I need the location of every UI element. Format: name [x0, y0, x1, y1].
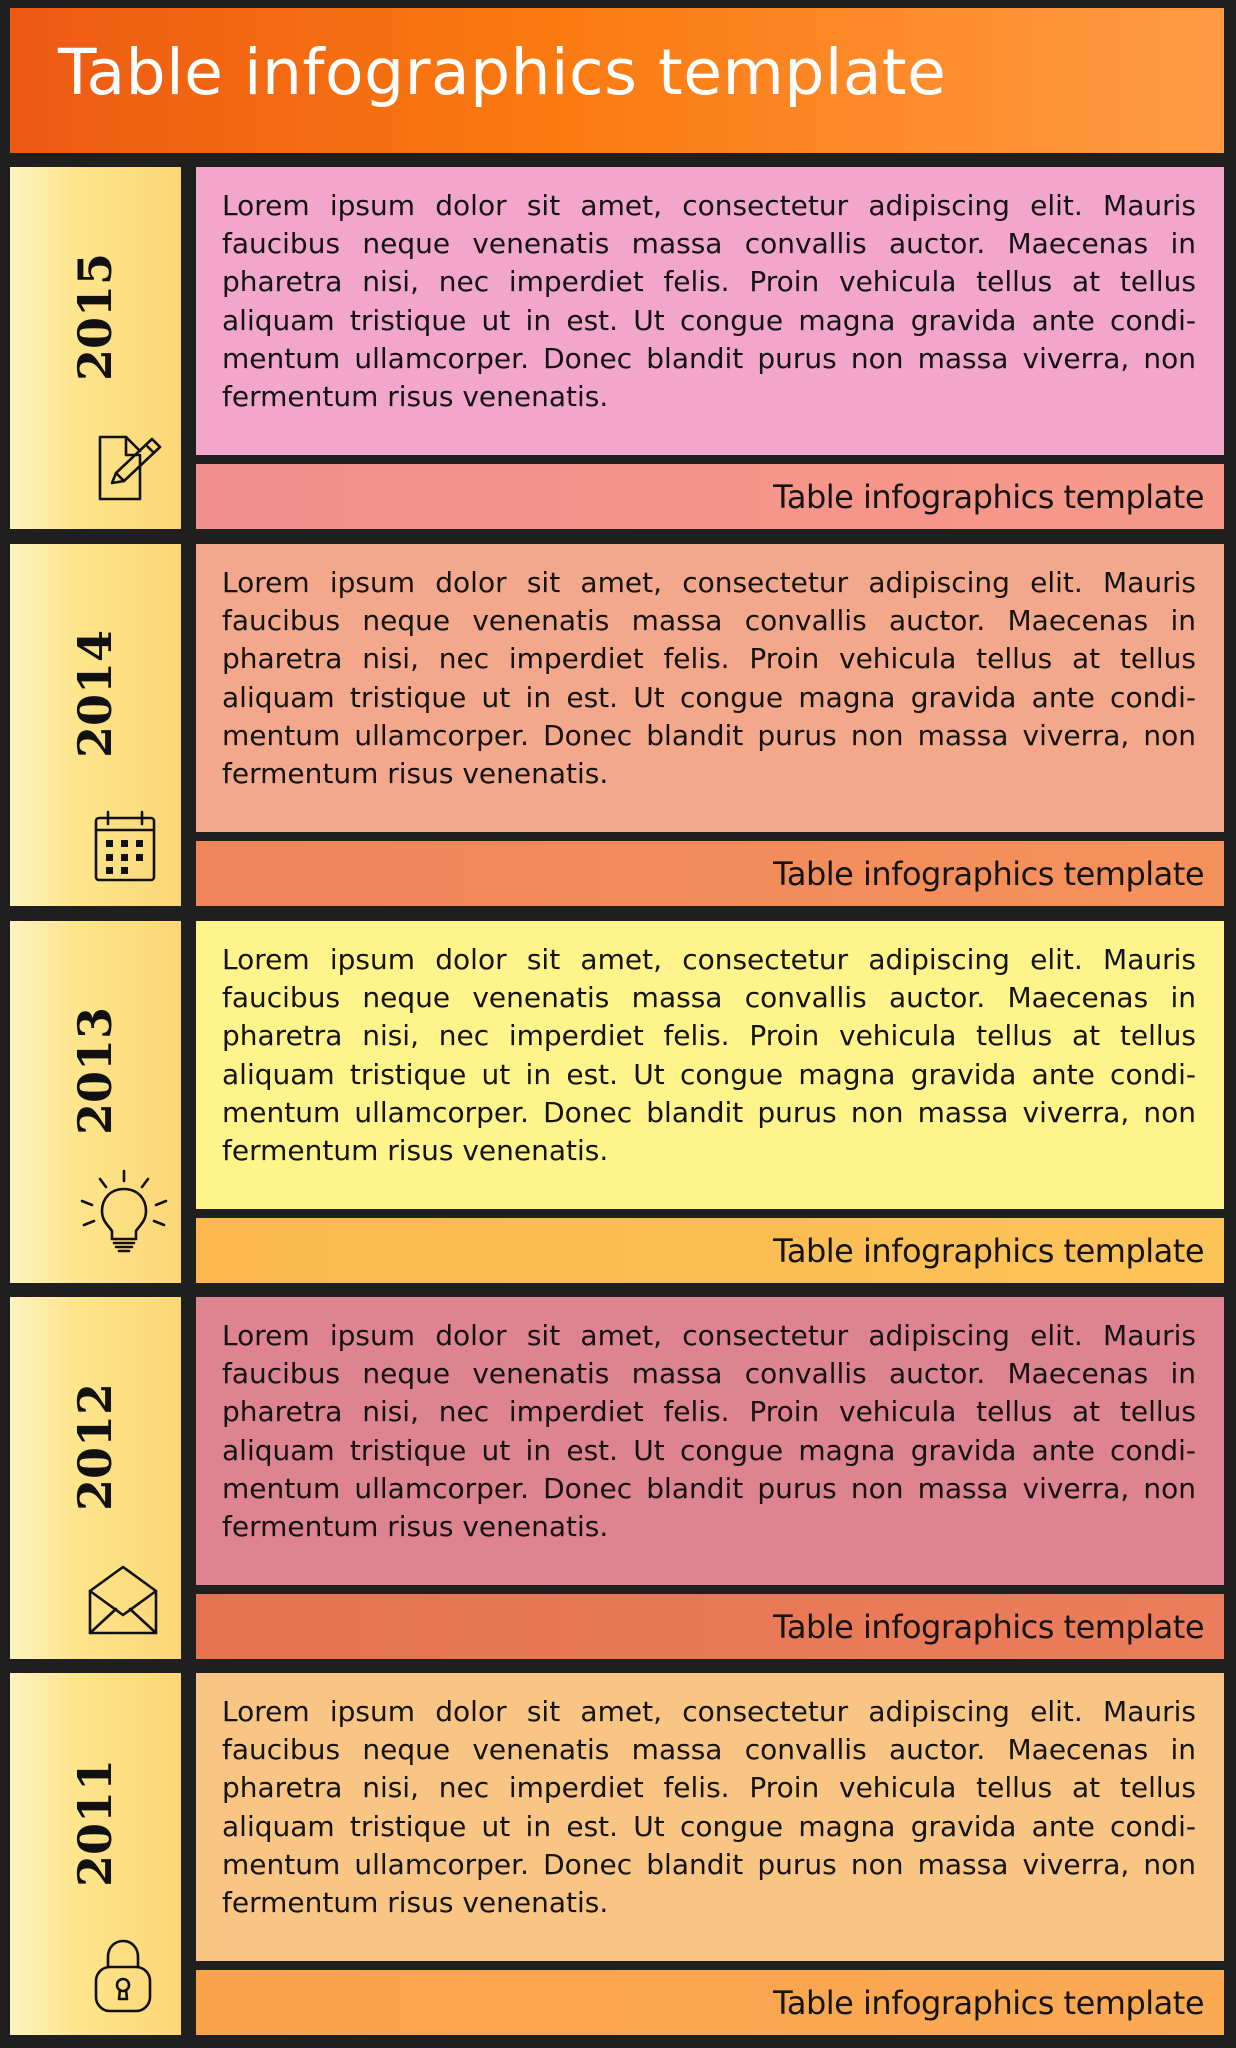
- description-text: Lorem ipsum dolor sit amet, consectetur adipiscing elit. Mauris faucibus neque venenatis massa convallis auctor. Maecenas in pharetra nisi, nec imperdiet felis. Proin vehicula tellus at tellus aliquam tristique ut in est. Ut congue magna gravida ante condimentum ullamcorper. Donec blandit purus non massa viverra, non fermentum risus venenatis.: [222, 1695, 1196, 1920]
- description-cell: [196, 1297, 1224, 1585]
- footer-label: Table infographics template: [773, 1231, 1204, 1270]
- description-cell: [196, 1673, 1224, 1961]
- header-banner: [10, 8, 1224, 153]
- footer-cell: [196, 841, 1224, 906]
- footer-cell: [196, 1594, 1224, 1659]
- description-cell: [196, 921, 1224, 1209]
- document-pencil-icon: [82, 427, 164, 509]
- timeline-row-2013: [0, 921, 1236, 1283]
- calendar-icon: [82, 804, 164, 886]
- footer-label: Table infographics template: [773, 854, 1204, 893]
- footer-cell: [196, 464, 1224, 529]
- footer-cell: [196, 1970, 1224, 2035]
- timeline-row-2012: [0, 1297, 1236, 1659]
- year-cell: [10, 921, 181, 1283]
- year-cell: [10, 1297, 181, 1659]
- year-label: 2015: [68, 252, 122, 382]
- padlock-icon: [82, 1933, 164, 2015]
- footer-cell: [196, 1218, 1224, 1283]
- description-cell: [196, 544, 1224, 832]
- year-label: 2013: [68, 1006, 122, 1136]
- year-cell: [10, 1673, 181, 2035]
- year-label: 2014: [68, 629, 122, 759]
- year-label: 2012: [68, 1382, 122, 1512]
- description-text: Lorem ipsum dolor sit amet, consectetur adipiscing elit. Mauris faucibus neque venenatis massa convallis auctor. Maecenas in pharetra nisi, nec imperdiet felis. Proin vehicula tellus at tellus aliquam tristique ut in est. Ut congue magna gravida ante condimentum ullamcorper. Donec blandit purus non massa viverra, non fermentum risus venenatis.: [222, 189, 1196, 414]
- description-text: Lorem ipsum dolor sit amet, consectetur adipiscing elit. Mauris faucibus neque venenatis massa convallis auctor. Maecenas in pharetra nisi, nec imperdiet felis. Proin vehicula tellus at tellus aliquam tristique ut in est. Ut congue magna gravida ante condimentum ullamcorper. Donec blandit purus non massa viverra, non fermentum risus venenatis.: [222, 1319, 1196, 1544]
- timeline-row-2014: [0, 544, 1236, 906]
- description-text: Lorem ipsum dolor sit amet, consectetur adipiscing elit. Mauris faucibus neque venenatis massa convallis auctor. Maecenas in pharetra nisi, nec imperdiet felis. Proin vehicula tellus at tellus aliquam tristique ut in est. Ut congue magna gravida ante condimentum ullamcorper. Donec blandit purus non massa viverra, non fermentum risus venenatis.: [222, 943, 1196, 1168]
- year-cell: [10, 544, 181, 906]
- description-cell: [196, 167, 1224, 455]
- footer-label: Table infographics template: [773, 1607, 1204, 1646]
- year-cell: [10, 167, 181, 529]
- envelope-icon: [82, 1557, 164, 1639]
- description-text: Lorem ipsum dolor sit amet, consectetur adipiscing elit. Mauris faucibus neque venenatis massa convallis auctor. Maecenas in pharetra nisi, nec imperdiet felis. Proin vehicula tellus at tellus aliquam tristique ut in est. Ut congue magna gravida ante condimentum ullamcorper. Donec blandit purus non massa viverra, non fermentum risus venenatis.: [222, 566, 1196, 791]
- footer-label: Table infographics template: [773, 477, 1204, 516]
- timeline-row-2015: [0, 167, 1236, 529]
- year-label: 2011: [68, 1758, 122, 1888]
- footer-label: Table infographics template: [773, 1983, 1204, 2022]
- page-title: Table infographics template: [58, 36, 947, 109]
- timeline-row-2011: [0, 1673, 1236, 2035]
- lightbulb-icon: [76, 1167, 172, 1263]
